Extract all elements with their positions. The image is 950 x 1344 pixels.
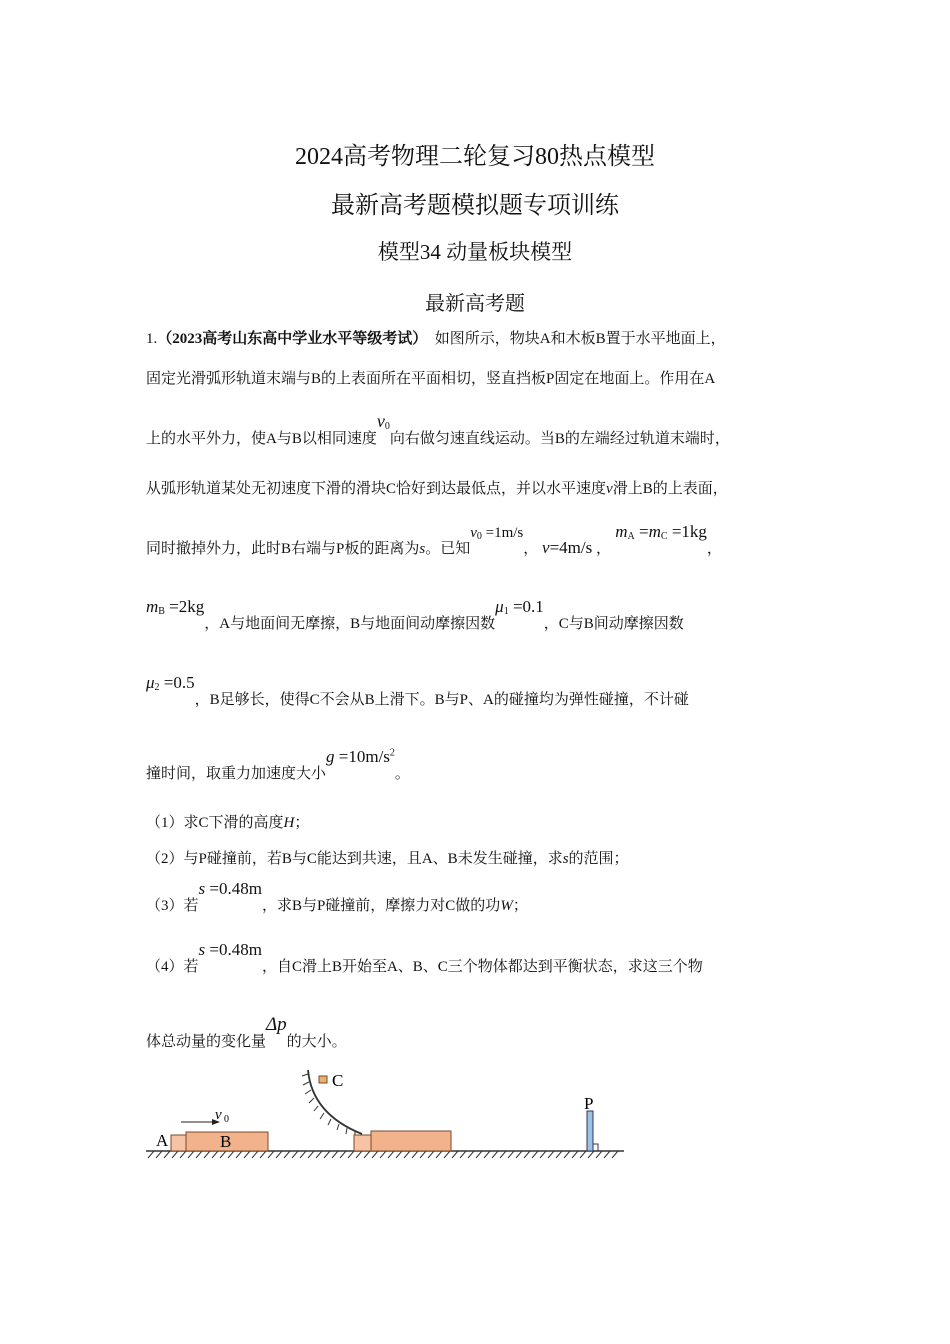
delta-p-symbol: Δp xyxy=(266,1014,287,1035)
problem-source: （2023高考山东高中学业水平等级考试） xyxy=(157,331,428,347)
plate-p xyxy=(587,1111,593,1151)
v-value: v=4m/s xyxy=(542,538,593,557)
label-c: C xyxy=(332,1071,344,1090)
problem-line-2: 固定光滑弧形轨道末端与B的上表面所在平面相切，竖直挡板P固定在地面上。作用在A xyxy=(146,371,716,387)
label-p: P xyxy=(584,1094,594,1113)
problem-line-8: 撞时间，取重力加速度大小$g =10m/s^2$。 xyxy=(146,747,410,782)
sub-title: 最新高考题模拟题专项训练 xyxy=(331,193,619,219)
slider-c xyxy=(319,1076,327,1083)
physics-diagram xyxy=(140,1064,640,1164)
question-4: （4）若s =0.48m，自C滑上B开始至A、B、C三个物体都达到平衡状态，求这三个物 xyxy=(146,940,703,975)
v0-value: $v_0 =1m/s$ xyxy=(470,525,524,542)
section-title: 最新高考题 xyxy=(425,293,525,315)
mass-ac-value: $m_A =m_C =1kg$ xyxy=(615,522,707,542)
s-value-3: s =0.48m xyxy=(198,879,262,898)
question-3: （3）若s =0.48m，求B与P碰撞前，摩擦力对C做的功W； xyxy=(146,879,528,914)
question-4-cont: 体总动量的变化量Δp的大小。 xyxy=(146,1014,347,1050)
gravity-value: $g =10m/s^2$ xyxy=(326,747,395,766)
s-value-4: s =0.48m xyxy=(198,940,262,959)
main-title: 2024高考物理二轮复习80热点模型 xyxy=(295,144,655,170)
mu2-value: $\mu_2 =0.5$ xyxy=(146,673,195,693)
mass-b-value: $m_B =2kg$ xyxy=(146,597,205,617)
problem-line-3: 上的水平外力，使A与B以相同速度$v_0$向右做匀速直线运动。当B的左端经过轨道末端时， xyxy=(146,411,730,447)
mu1-value: $\mu_1 =0.1$ xyxy=(495,597,544,617)
problem-line-5: 同时撤掉外力，此时B右端与P板的距离为s。已知$v_0 =1m/s$， v=4m/s ， $m_A =m_C =1kg$， xyxy=(146,522,722,557)
problem-line-1: 1.（2023高考山东高中学业水平等级考试） 如图所示，物块A和木板B置于水平地面上， xyxy=(146,331,726,347)
question-2: （2）与P碰撞前，若B与C能达到共速，且A、B未发生碰撞，求s的范围； xyxy=(146,851,629,867)
label-b: B xyxy=(220,1132,232,1151)
ground-hatching xyxy=(148,1151,618,1158)
board-b-right xyxy=(371,1131,451,1151)
track-support xyxy=(354,1135,371,1151)
problem-number: 1. xyxy=(146,331,158,347)
problem-line-7: $\mu_2 =0.5$，B足够长，使得C不会从B上滑下。B与P、A的碰撞均为弹性碰撞，不计碰 xyxy=(146,673,689,708)
question-1: （1）求C下滑的高度H； xyxy=(146,815,310,831)
block-a xyxy=(171,1135,186,1151)
plate-p-base xyxy=(593,1144,598,1151)
label-v-sub: 0 xyxy=(224,1114,229,1125)
problem-line-6: $m_B =2kg$，A与地面间无摩擦，B与地面间动摩擦因数$\mu_1 =0.1$，C与B间动摩擦因数 xyxy=(146,597,684,632)
v0-symbol: $v_0$ xyxy=(376,411,390,432)
label-a: A xyxy=(156,1131,169,1150)
model-title: 模型34 动量板块模型 xyxy=(377,240,573,264)
label-v: v xyxy=(215,1107,222,1123)
problem-line-4: 从弧形轨道某处无初速度下滑的滑块C恰好到达最低点，并以水平速度v滑上B的上表面， xyxy=(146,481,728,497)
